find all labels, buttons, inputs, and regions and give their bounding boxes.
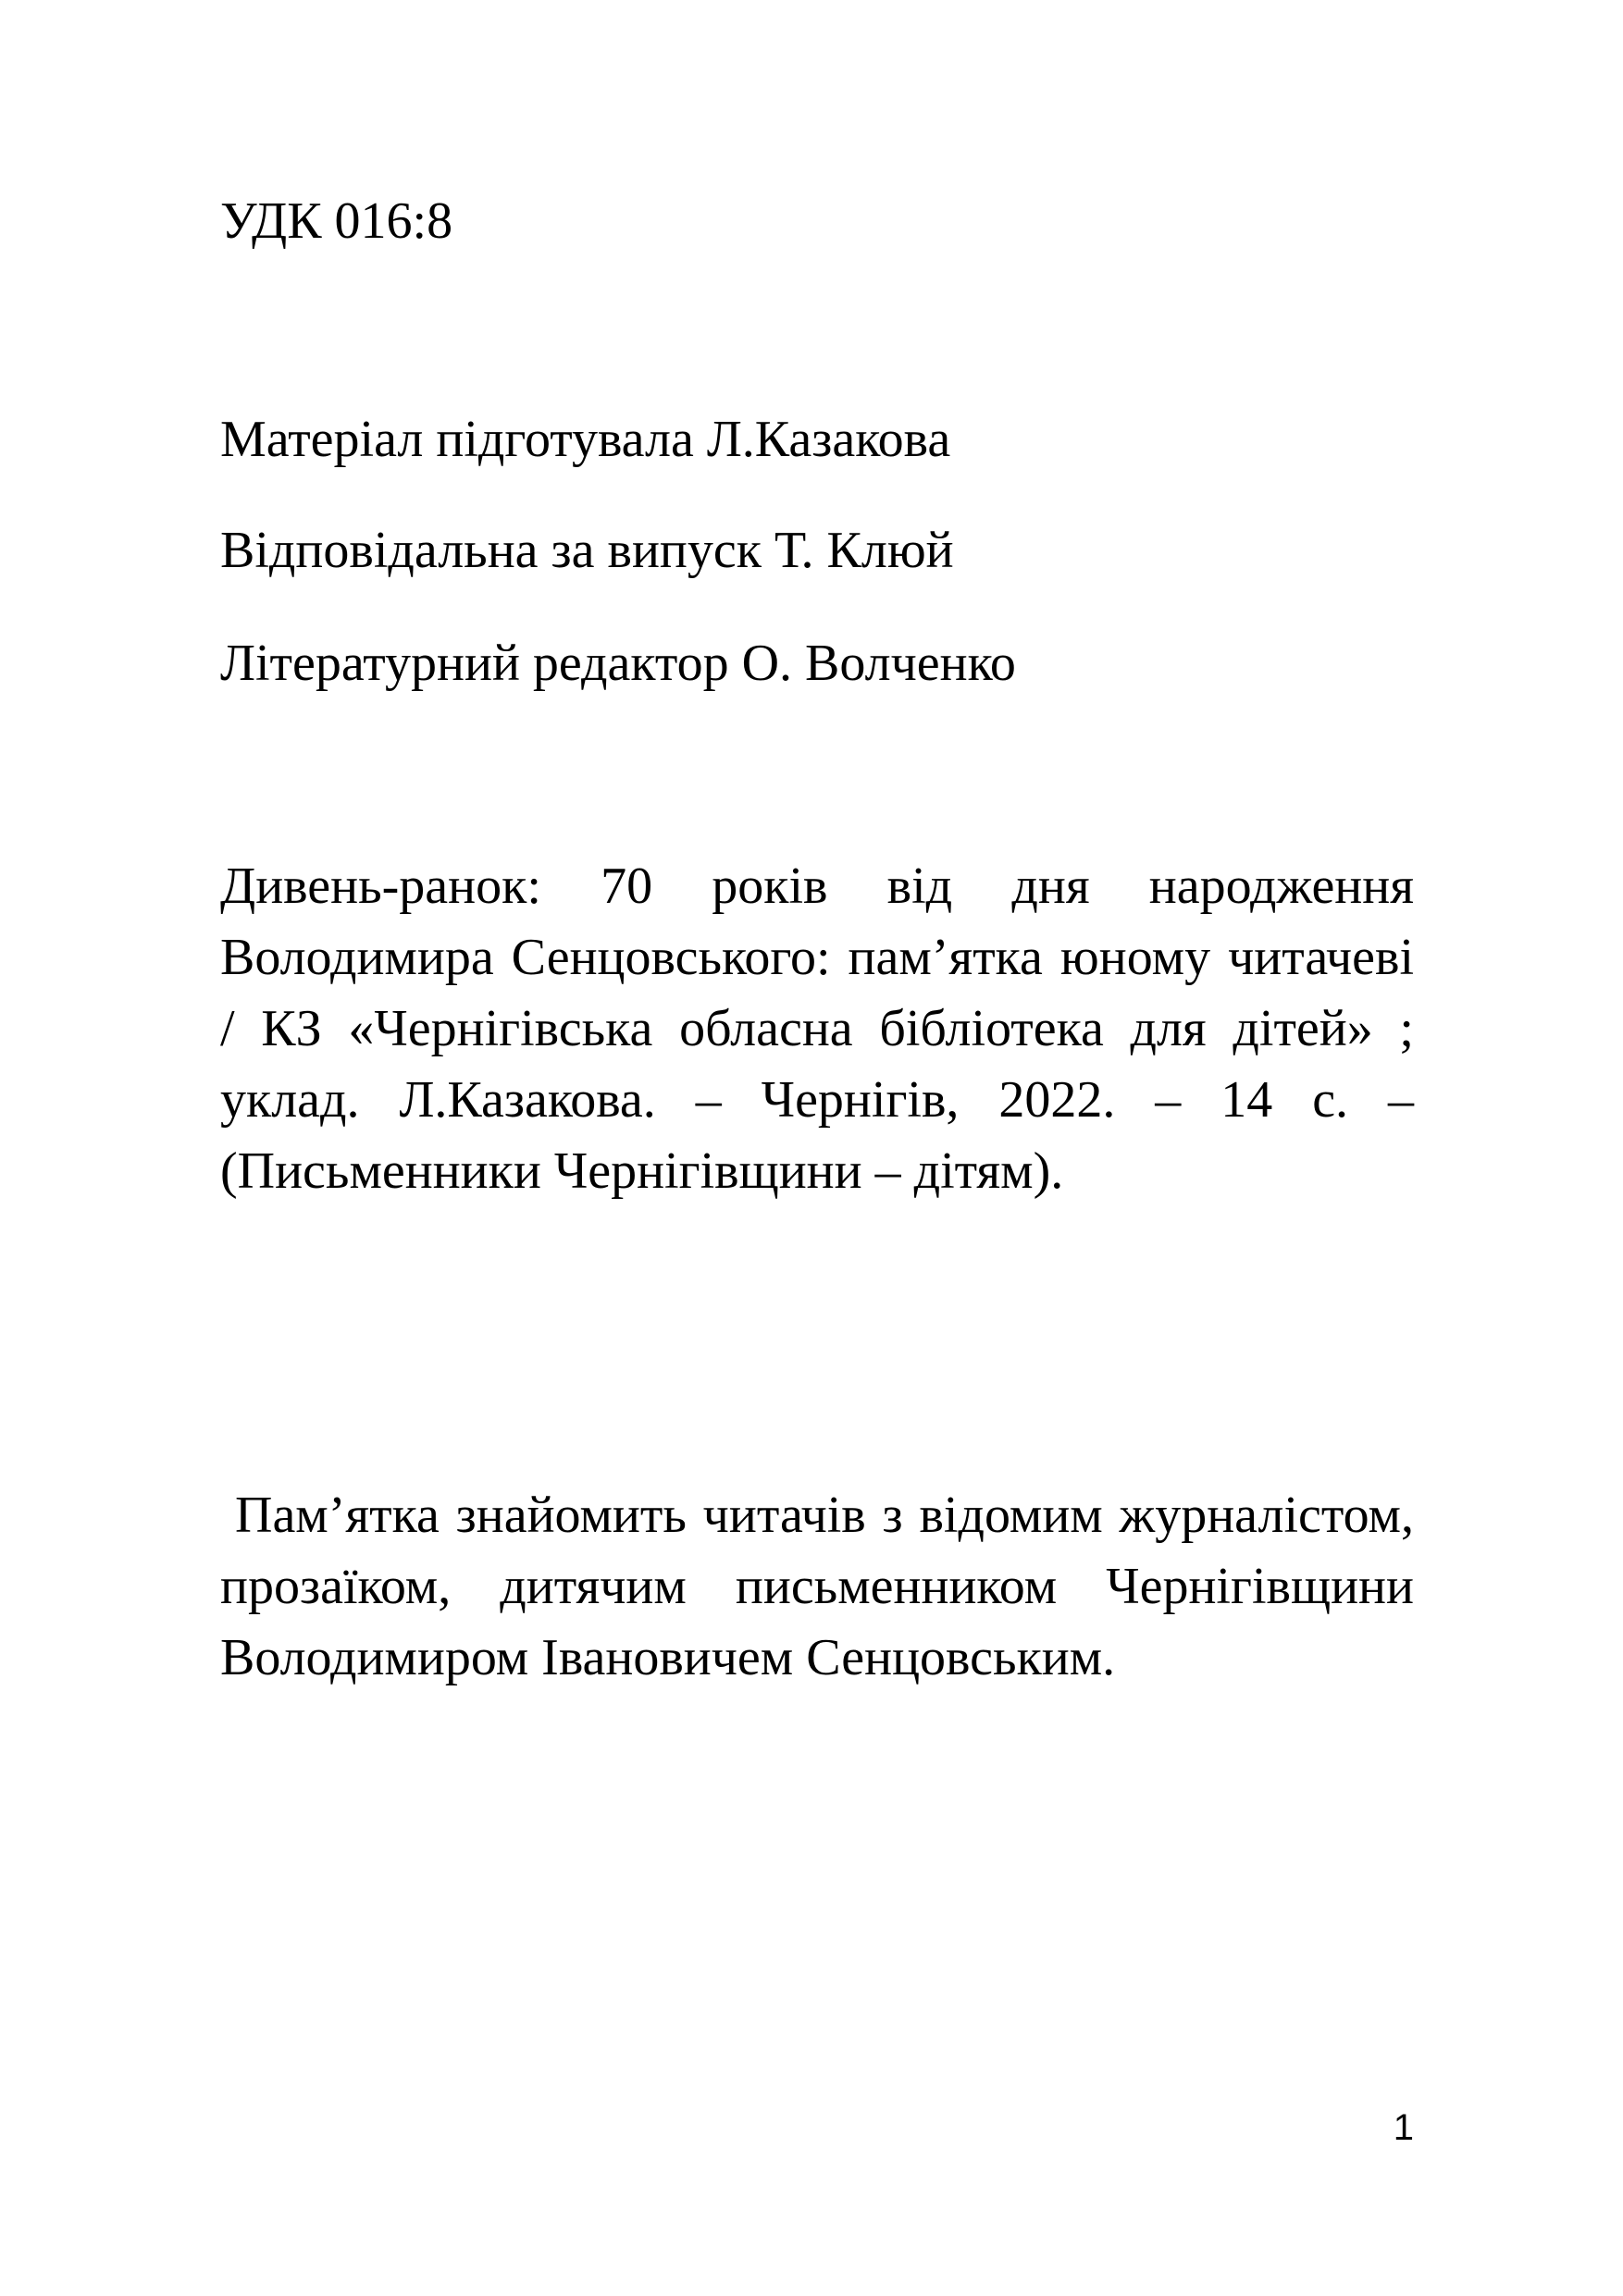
literary-editor-credit: Літературний редактор О. Волченко: [220, 635, 1016, 692]
bibliographic-citation: Дивень-ранок: 70 років від дня народження Володимира Сенцовського: пам’ятка юному читачеві / КЗ «Чернігівська обласна бібліотека для дітей» ; уклад. Л.Казакова. – Чернігів, 2022. – 14 с. – (Письменники Чернігівщини – дітям).: [220, 858, 1414, 1200]
page-number: 1: [1393, 2107, 1414, 2148]
annotation-paragraph: Пам’ятка знайомить читачів з відомим журналістом, прозаїком, дитячим письменником Чернігівщини Володимиром Івановичем Сенцовським.: [220, 1487, 1414, 1686]
prepared-by-credit: Матеріал підготувала Л.Казакова: [220, 411, 951, 468]
responsible-credit: Відповідальна за випуск Т. Клюй: [220, 522, 954, 579]
udk-code: УДК 016:8: [220, 192, 453, 250]
